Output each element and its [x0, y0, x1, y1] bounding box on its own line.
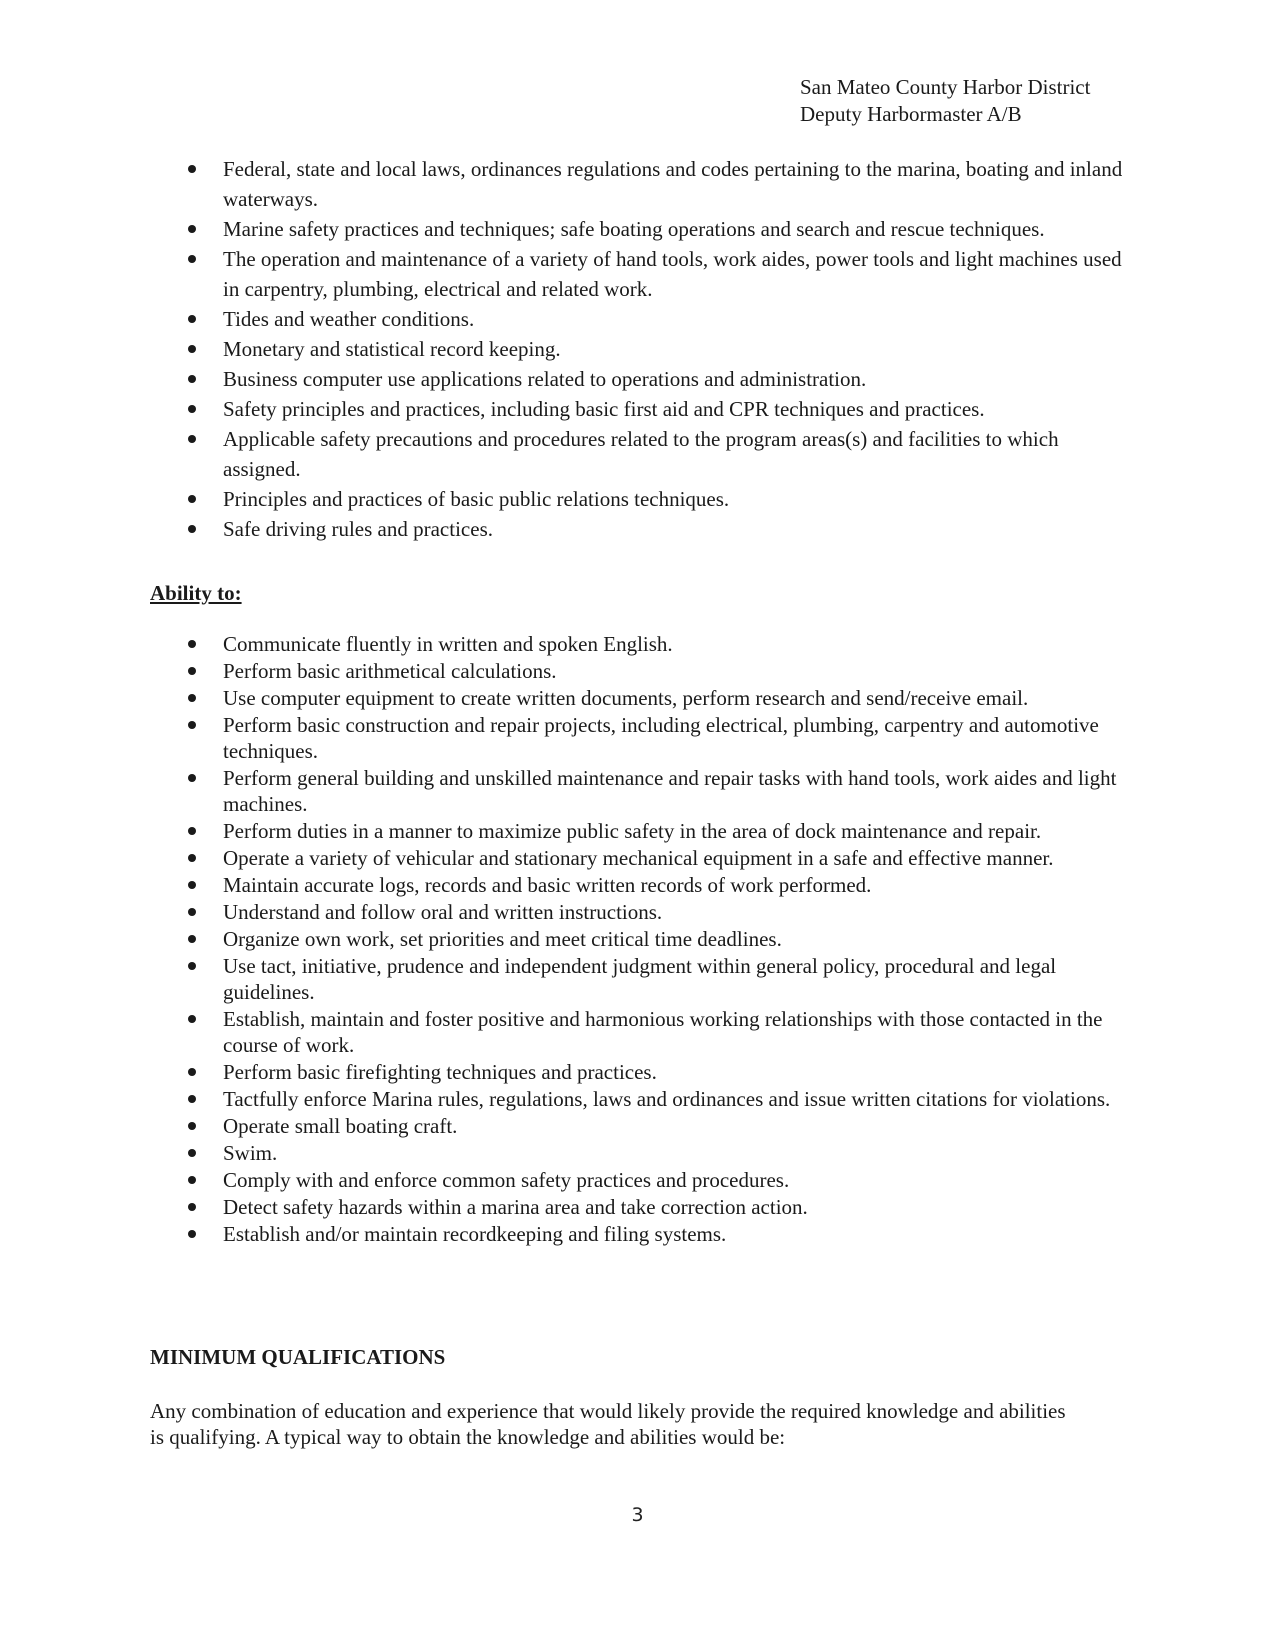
bullet-icon: [188, 225, 196, 233]
bullet-icon: [188, 881, 196, 889]
list-item-text: Principles and practices of basic public relations techniques.: [223, 487, 730, 511]
list-item-text: The operation and maintenance of a variety of hand tools, work aides, power tools and light machines used in carpentry, plumbing, electrical and related work.: [223, 247, 1122, 301]
list-item: [0, 304, 1275, 334]
bullet-icon: [188, 1203, 196, 1211]
bullet-icon: [188, 774, 196, 782]
list-item: [0, 1113, 1275, 1139]
list-item: [0, 712, 1275, 764]
bullet-icon: [188, 495, 196, 503]
list-item: [0, 154, 1275, 214]
list-item-text: Detect safety hazards within a marina area and take correction action.: [223, 1195, 808, 1219]
list-item: [0, 334, 1275, 364]
minimum-qualifications-heading: MINIMUM QUALIFICATIONS: [150, 1345, 446, 1369]
list-item-text: Use tact, initiative, prudence and independent judgment within general policy, procedural and legal guidelines.: [223, 954, 1057, 1004]
list-item-text: Comply with and enforce common safety practices and procedures.: [223, 1168, 790, 1192]
list-item-text: Federal, state and local laws, ordinances regulations and codes pertaining to the marina, boating and inland waterways.: [223, 157, 1123, 211]
bullet-icon: [188, 1095, 196, 1103]
list-item-text: Operate a variety of vehicular and stationary mechanical equipment in a safe and effective manner.: [223, 846, 1054, 870]
bullet-icon: [188, 315, 196, 323]
list-item-text: Safety principles and practices, including basic first aid and CPR techniques and practices.: [223, 397, 985, 421]
bullet-icon: [188, 165, 196, 173]
list-item: [0, 1059, 1275, 1085]
ability-heading: Ability to:: [150, 581, 242, 605]
list-item: [0, 658, 1275, 684]
bullet-icon: [188, 405, 196, 413]
list-item: [0, 364, 1275, 394]
bullet-icon: [188, 721, 196, 729]
list-item: [0, 631, 1275, 657]
bullet-icon: [188, 694, 196, 702]
list-item-text: Marine safety practices and techniques; safe boating operations and search and rescue techniques.: [223, 217, 1045, 241]
list-item-text: Perform basic arithmetical calculations.: [223, 659, 557, 683]
bullet-icon: [188, 1230, 196, 1238]
bullet-icon: [188, 375, 196, 383]
bullet-icon: [188, 667, 196, 675]
list-item-text: Perform basic construction and repair projects, including electrical, plumbing, carpentry and automotive techniques.: [223, 713, 1099, 763]
list-item-text: Communicate fluently in written and spoken English.: [223, 632, 673, 656]
list-item-text: Business computer use applications related to operations and administration.: [223, 367, 867, 391]
list-item: [0, 484, 1275, 514]
ability-list: [0, 631, 1275, 1248]
list-item: [0, 685, 1275, 711]
list-item-text: Understand and follow oral and written instructions.: [223, 900, 663, 924]
minimum-qualifications-paragraph: Any combination of education and experience that would likely provide the required knowledge and abilities is qualifying. A typical way to obtain the knowledge and abilities would be:: [150, 1399, 1066, 1449]
list-item-text: Establish and/or maintain recordkeeping and filing systems.: [223, 1222, 727, 1246]
bullet-icon: [188, 935, 196, 943]
list-item-text: Organize own work, set priorities and meet critical time deadlines.: [223, 927, 782, 951]
list-item-text: Tides and weather conditions.: [223, 307, 475, 331]
list-item-text: Perform duties in a manner to maximize public safety in the area of dock maintenance and repair.: [223, 819, 1042, 843]
bullet-icon: [188, 435, 196, 443]
bullet-icon: [188, 827, 196, 835]
list-item: [0, 214, 1275, 244]
list-item: [0, 765, 1275, 817]
list-item: [0, 394, 1275, 424]
bullet-icon: [188, 525, 196, 533]
list-item: [0, 926, 1275, 952]
list-item: [0, 244, 1275, 304]
list-item: [0, 514, 1275, 544]
list-item: [0, 1006, 1275, 1058]
knowledge-list: [0, 154, 1275, 544]
bullet-icon: [188, 1122, 196, 1130]
bullet-icon: [188, 854, 196, 862]
bullet-icon: [188, 345, 196, 353]
list-item-text: Swim.: [223, 1141, 278, 1165]
bullet-icon: [188, 908, 196, 916]
list-item-text: Perform general building and unskilled maintenance and repair tasks with hand tools, work aides and light machines.: [223, 766, 1117, 816]
bullet-icon: [188, 1149, 196, 1157]
list-item-text: Operate small boating craft.: [223, 1114, 458, 1138]
list-item: [0, 899, 1275, 925]
list-item: [0, 1194, 1275, 1220]
bullet-icon: [188, 1176, 196, 1184]
bullet-icon: [188, 255, 196, 263]
header-position-title: Deputy Harbormaster A/B: [800, 102, 1022, 126]
list-item-text: Maintain accurate logs, records and basic written records of work performed.: [223, 873, 872, 897]
list-item: [0, 1167, 1275, 1193]
list-item-text: Safe driving rules and practices.: [223, 517, 493, 541]
list-item: [0, 424, 1275, 484]
list-item: [0, 818, 1275, 844]
list-item: [0, 872, 1275, 898]
page-header: [800, 74, 1090, 128]
bullet-icon: [188, 640, 196, 648]
list-item-text: Monetary and statistical record keeping.: [223, 337, 561, 361]
list-item: [0, 953, 1275, 1005]
list-item: [0, 1221, 1275, 1247]
list-item-text: Establish, maintain and foster positive and harmonious working relationships with those contacted in the course of work.: [223, 1007, 1103, 1057]
bullet-icon: [188, 962, 196, 970]
list-item: [0, 1140, 1275, 1166]
list-item: [0, 1086, 1275, 1112]
list-item-text: Applicable safety precautions and procedures related to the program areas(s) and facilities to which assigned.: [223, 427, 1059, 481]
page-number: 3: [631, 1504, 644, 1526]
bullet-icon: [188, 1068, 196, 1076]
header-organization: San Mateo County Harbor District: [800, 75, 1091, 99]
list-item-text: Use computer equipment to create written documents, perform research and send/receive email.: [223, 686, 1029, 710]
list-item-text: Perform basic firefighting techniques and practices.: [223, 1060, 657, 1084]
list-item-text: Tactfully enforce Marina rules, regulations, laws and ordinances and issue written citations for violations.: [223, 1087, 1111, 1111]
list-item: [0, 845, 1275, 871]
bullet-icon: [188, 1015, 196, 1023]
